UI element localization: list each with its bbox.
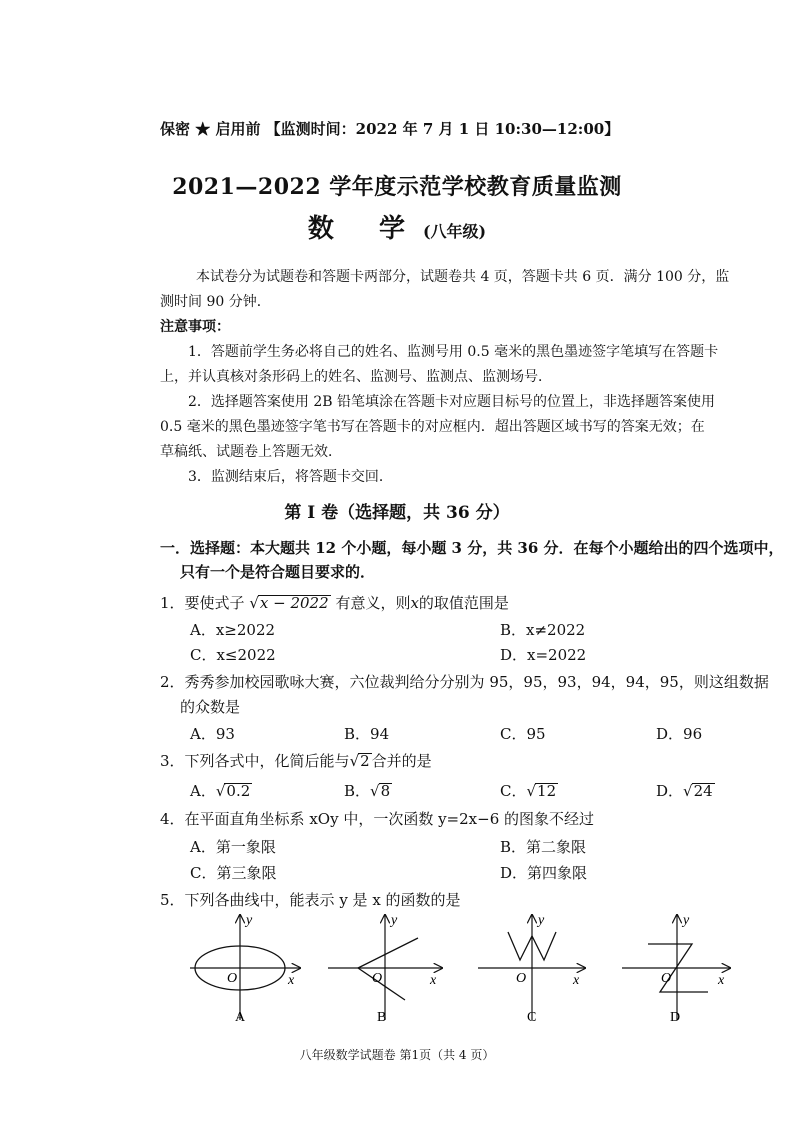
question-3 (160, 750, 432, 771)
graph-d (622, 913, 730, 1025)
question-1 (160, 592, 509, 613)
q4-option-d: D．第四象限 (500, 864, 588, 882)
q1-radicand: x − 2022 (259, 594, 329, 612)
y-axis-label: y (538, 913, 545, 928)
notes-heading: 注意事项： (160, 319, 230, 335)
section-title: 第 I 卷（选择题，共 36 分） (284, 503, 510, 523)
note-2b: 0.5 毫米的黑色墨迹签字笔书写在答题卡的对应框内．超出答题区域书写的答案无效；在 (160, 419, 705, 435)
question-number: 1． (160, 594, 185, 612)
x-axis-label: x (573, 973, 580, 988)
q2-stem: 秀秀参加校园歌咏大赛，六位裁判给分分别为 95，95，93，94，94，95，则这组数据 (184, 673, 769, 691)
subject-title-row (0, 208, 794, 245)
q1-option-a: A．x≥2022 (190, 621, 276, 639)
question-2-line-2: 的众数是 (180, 698, 241, 716)
note-3: 3．监测结束后，将答题卡交回． (188, 469, 393, 485)
graph-d-label: D (670, 1010, 681, 1025)
q1-stem-post: 有意义，则 (335, 594, 411, 612)
q3-option-c (500, 780, 558, 801)
q3-option-d (656, 780, 715, 801)
grade-label: (八年级) (422, 222, 487, 241)
option-radicand: 12 (537, 782, 557, 800)
section-instruction-1: 一．选择题：本大题共 12 个小题，每小题 3 分，共 36 分．在每个小题给出的四个选项中， (160, 539, 784, 557)
note-2a: 2．选择题答案使用 2B 铅笔填涂在答题卡对应题目标号的位置上，非选择题答案使用 (188, 394, 716, 410)
q1-stem-post2: 的取值范围是 (418, 594, 509, 612)
radical-sign: √ (526, 782, 537, 800)
origin-label: O (372, 971, 383, 986)
question-number: 3． (160, 752, 185, 770)
x-axis-label: x (288, 973, 295, 988)
intro-line-1: 本试卷分为试题卷和答题卡两部分，试题卷共 4 页，答题卡共 6 页．满分 100 分，监 (196, 269, 730, 285)
page-footer: 八年级数学试题卷 第1页（共 4 页） (299, 1048, 495, 1062)
radical-sign: √ (215, 782, 226, 800)
option-label: D． (656, 782, 684, 800)
q2-option-a: A．93 (190, 725, 235, 743)
q2-option-d: D．96 (656, 725, 703, 743)
radical-sign: √ (349, 752, 360, 770)
q2-option-c: C．95 (500, 725, 546, 743)
option-label: B． (344, 782, 371, 800)
origin-label: O (661, 971, 672, 986)
option-label: A． (190, 782, 216, 800)
graph-b-label: B (377, 1010, 387, 1025)
origin-label: O (227, 971, 238, 986)
note-1b: 上，并认真核对条形码上的姓名、监测号、监测点、监测场号． (160, 369, 552, 385)
q2-option-b: B．94 (344, 725, 390, 743)
confidential-header: 保密 ★ 启用前 【监测时间：2022 年 7 月 1 日 10:30—12:00】 (160, 120, 620, 138)
q3-stem-post: 合并的是 (371, 752, 432, 770)
q1-variable: x (410, 594, 419, 612)
graph-a (190, 913, 300, 1025)
q4-option-b: B．第二象限 (500, 838, 587, 856)
q3-stem-pre: 下列各式中，化简后能与 (184, 752, 350, 770)
question-4 (160, 808, 594, 829)
option-label: C． (500, 782, 527, 800)
y-axis-label: y (246, 913, 253, 928)
question-number: 2． (160, 673, 185, 691)
x-axis-label: x (718, 973, 725, 988)
q1-stem-pre: 要使式子 (184, 594, 245, 612)
question-number: 5． (160, 891, 185, 909)
q3-option-a (190, 780, 252, 801)
y-axis-label: y (391, 913, 398, 928)
q4-stem: 在平面直角坐标系 xOy 中，一次函数 y=2x−6 的图象不经过 (184, 810, 595, 828)
y-axis-label: y (683, 913, 690, 928)
option-radicand: 24 (693, 782, 713, 800)
radical-sign: √ (683, 782, 693, 800)
option-radicand: 0.2 (226, 782, 251, 800)
graph-c-label: C (527, 1010, 537, 1025)
q4-option-a: A．第一象限 (190, 838, 276, 856)
q1-option-b: B．x≠2022 (500, 621, 586, 639)
origin-label: O (516, 971, 527, 986)
section-instruction-2: 只有一个是符合题目要求的． (180, 563, 376, 581)
q3-radicand: 2 (360, 752, 370, 770)
note-2c: 草稿纸、试题卷上答题无效． (160, 444, 342, 460)
q1-option-d: D．x=2022 (500, 646, 587, 664)
subject-title: 数 学 (307, 214, 423, 244)
question-number: 4． (160, 810, 185, 828)
q5-stem: 下列各曲线中，能表示 y 是 x 的函数的是 (184, 891, 461, 909)
q4-option-c: C．第三象限 (190, 864, 277, 882)
q1-option-c: C．x≤2022 (190, 646, 276, 664)
exam-title: 2021—2022 学年度示范学校教育质量监测 (172, 174, 622, 200)
question-2-line-1 (160, 671, 769, 692)
q5-graphs (180, 910, 740, 1030)
radical-sign: √ (249, 594, 259, 612)
graph-a-label: A (235, 1010, 246, 1025)
question-5 (160, 889, 461, 910)
radical-sign: √ (370, 782, 380, 800)
graph-c (478, 913, 585, 1025)
sideways-v-curve (358, 938, 418, 1000)
q3-option-b (344, 780, 392, 801)
intro-line-2: 测时间 90 分钟． (160, 294, 271, 310)
option-radicand: 8 (380, 782, 391, 800)
graph-b (328, 913, 442, 1025)
note-1a: 1．答题前学生务必将自己的姓名、监测号用 0.5 毫米的黑色墨迹签字笔填写在答题卡 (188, 344, 719, 360)
x-axis-label: x (430, 973, 437, 988)
